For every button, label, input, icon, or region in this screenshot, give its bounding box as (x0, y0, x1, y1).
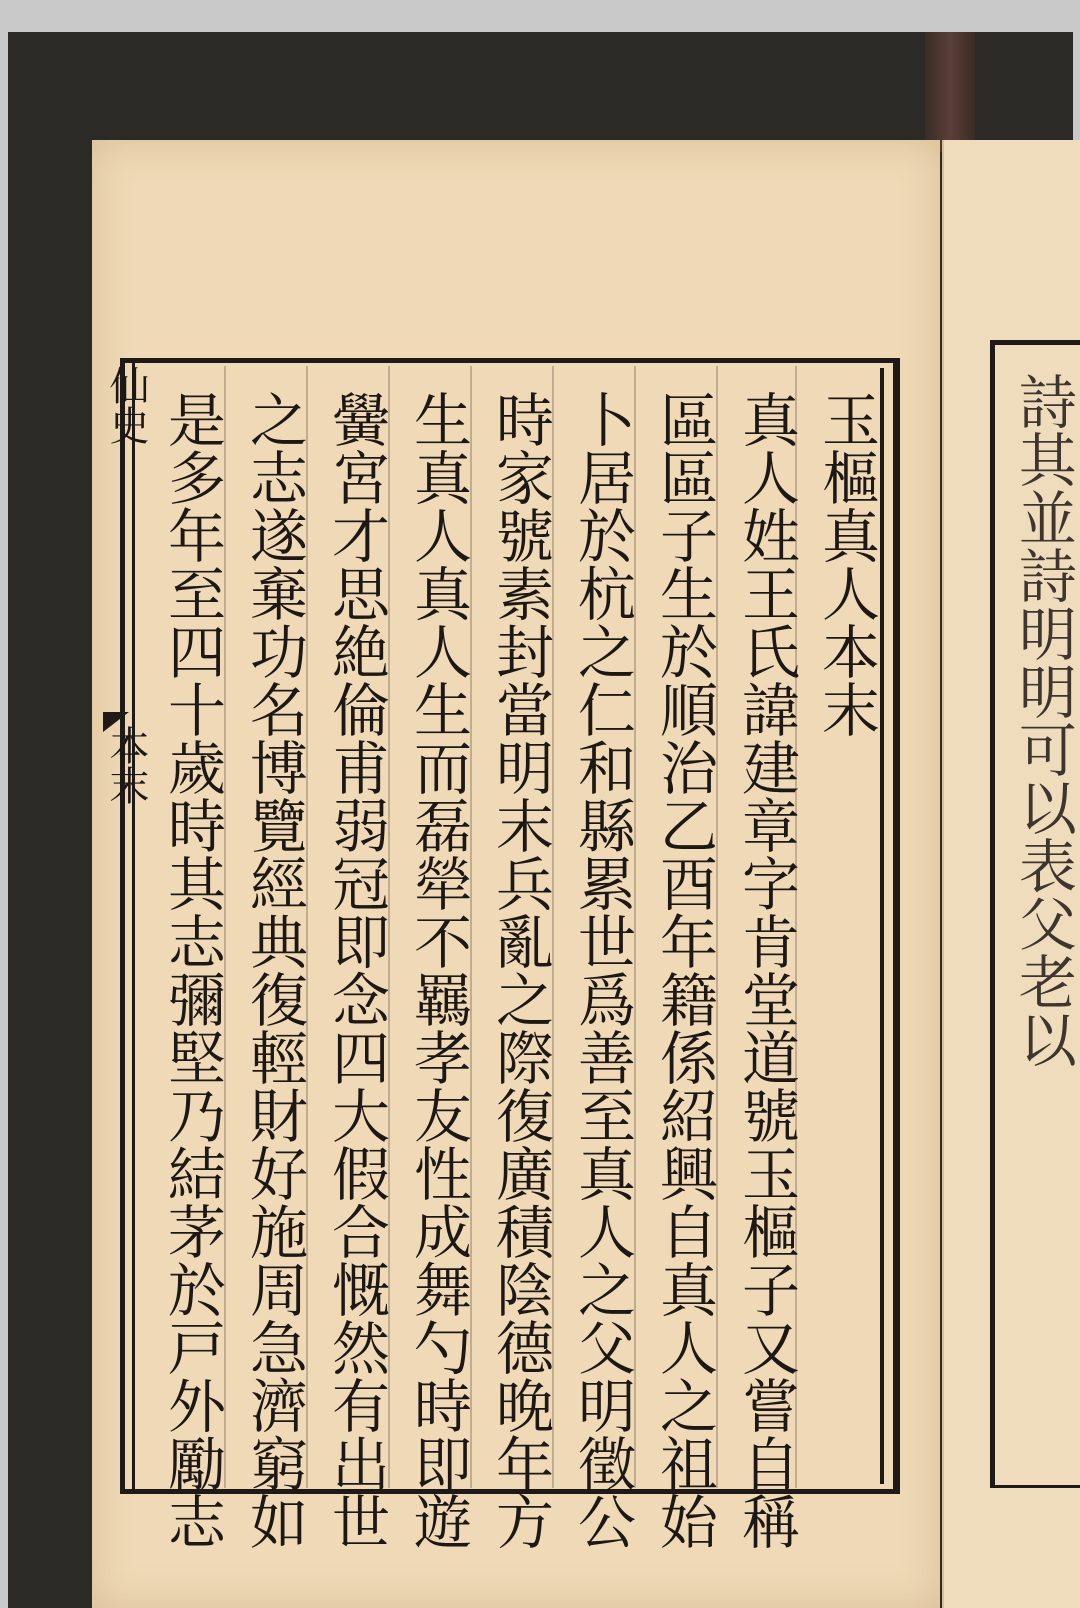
margin-book-title: 仙史 (103, 365, 149, 445)
binding-cloth (925, 32, 975, 152)
next-page-text: 詩其並詩明明可以表父老以 (1008, 372, 1077, 1068)
text-column: 是多年至四十歲時其志彌堅乃結茅於戸外勵志 (158, 390, 226, 1550)
text-column: 之志遂棄功名博覽經典復輕財好施周急濟窮如 (240, 390, 308, 1550)
text-column: 卜居於杭之仁和縣累世爲善至真人之父明徵公 (568, 390, 636, 1550)
title-column: 玉樞真人本末 (812, 390, 880, 738)
text-column: 時家號素封當明末兵亂之際復廣積陰德晚年方 (486, 390, 554, 1550)
text-column: 生真人真人生而磊犖不羈孝友性成舞勺時即遊 (404, 390, 472, 1550)
frame-double-rule (880, 368, 884, 1484)
text-column: 黌宮才思絶倫甫弱冠即念四大假合慨然有出世 (322, 390, 390, 1550)
text-column: 真人姓王氏諱建章字肯堂道號玉樞子又嘗自稱 (732, 390, 800, 1550)
page-margin-column (92, 360, 135, 1490)
text-column: 區區子生於順治乙酉年籍係紹興自真人之祖始 (650, 390, 718, 1550)
margin-chapter-label: 本末 (103, 725, 149, 805)
